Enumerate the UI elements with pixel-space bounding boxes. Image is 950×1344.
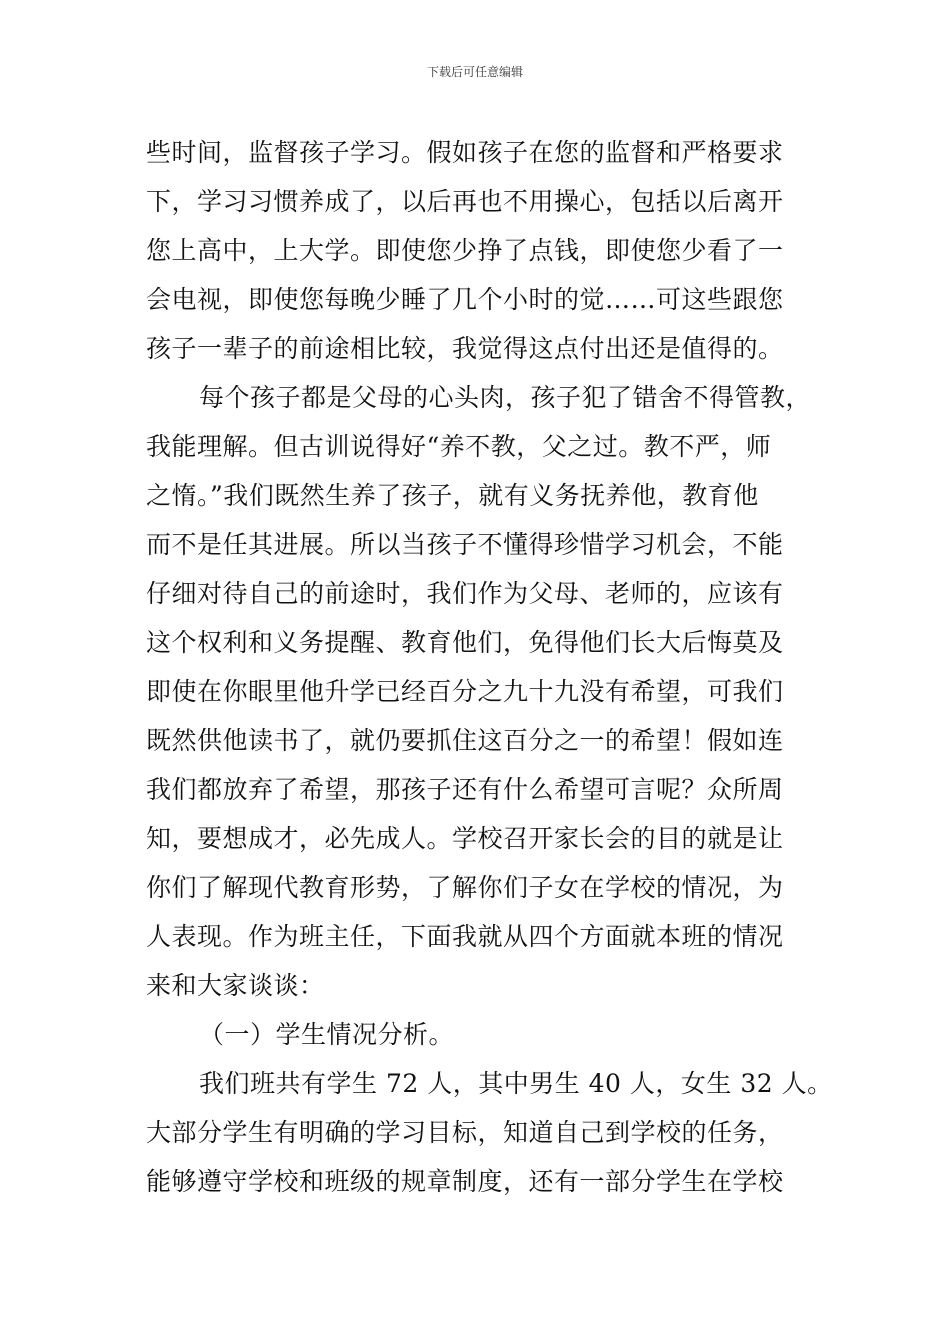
text-line: 人表现。作为班主任，下面我就从四个方面就本班的情况 [146, 922, 784, 951]
text-line: 仔细对待自己的前途时，我们作为父母、老师的，应该有 [146, 579, 784, 608]
text-line: 这个权利和义务提醒、教育他们，免得他们长大后悔莫及 [146, 628, 784, 657]
text-line: 你们了解现代教育形势，了解你们子女在学校的情况，为 [146, 873, 784, 902]
page-header-note: 下载后可任意编辑 [426, 65, 523, 79]
text-line: 之惰。”我们既然生养了孩子，就有义务抚养他，教育他 [146, 481, 759, 510]
text-line: 而不是任其进展。所以当孩子不懂得珍惜学习机会，不能 [146, 530, 784, 559]
text-line: 您上高中，上大学。即使您少挣了点钱，即使您少看了一 [146, 236, 784, 265]
text-line: 些时间，监督孩子学习。假如孩子在您的监督和严格要求 [146, 138, 784, 167]
text-line: 我们都放弃了希望，那孩子还有什么希望可言呢？众所周 [146, 775, 784, 804]
text-line: 孩子一辈子的前途相比较，我觉得这点付出还是值得的。 [146, 334, 784, 363]
text-line: 既然供他读书了，就仍要抓住这百分之一的希望！假如连 [146, 726, 784, 755]
document-body [146, 128, 833, 1206]
text-line: 会电视，即使您每晚少睡了几个小时的觉……可这些跟您 [146, 285, 784, 314]
text-line: 知，要想成才，必先成人。学校召开家长会的目的就是让 [146, 824, 784, 853]
paragraph-start-line: 我们班共有学生 72 人，其中男生 40 人，女生 32 人。 [199, 1069, 833, 1098]
text-line: 来和大家谈谈： [146, 971, 325, 1000]
section-heading: （一）学生情况分析。 [199, 1020, 455, 1049]
text-line: 能够遵守学校和班级的规章制度，还有一部分学生在学校 [146, 1167, 784, 1196]
paragraph-start-line: 每个孩子都是父母的心头肉，孩子犯了错舍不得管教， [199, 383, 812, 412]
text-line: 大部分学生有明确的学习目标，知道自己到学校的任务， [146, 1118, 784, 1147]
text-line: 下，学习习惯养成了，以后再也不用操心，包括以后离开 [146, 187, 784, 216]
text-line: 即使在你眼里他升学已经百分之九十九没有希望，可我们 [146, 677, 784, 706]
text-line: 我能理解。但古训说得好“养不教，父之过。教不严，师 [146, 432, 772, 461]
